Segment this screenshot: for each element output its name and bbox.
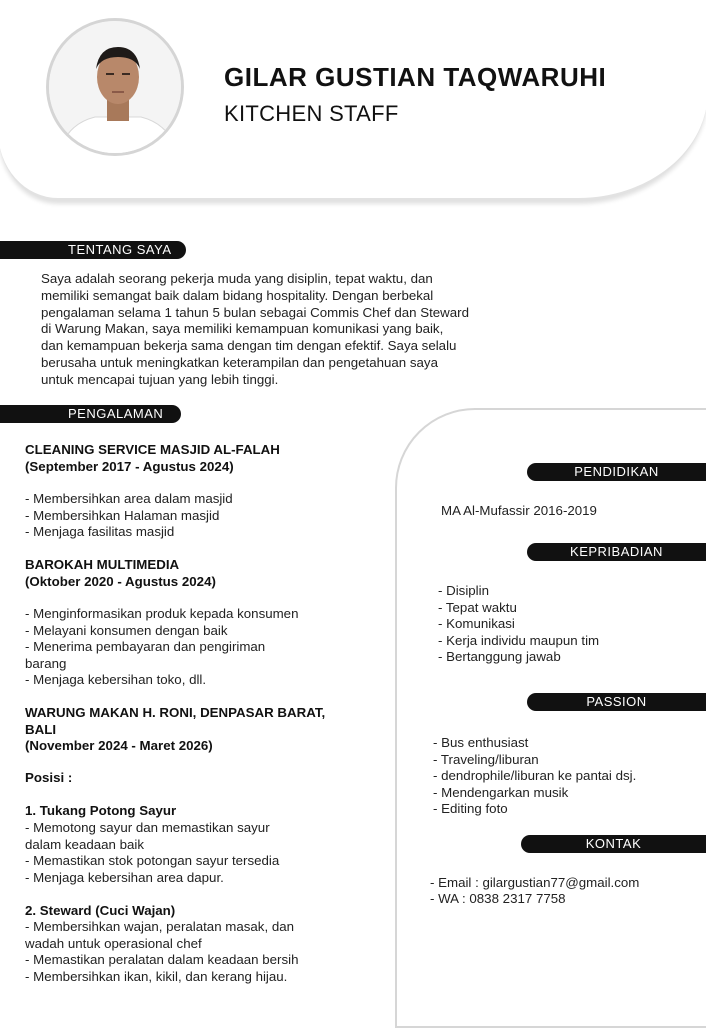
list-item: - Menjaga fasilitas masjid — [25, 524, 175, 540]
job3-company-line2: BALI — [25, 722, 57, 737]
list-item: - Mendengarkan musik — [433, 784, 569, 800]
list-item: - Memotong sayur dan memastikan sayur — [25, 820, 270, 835]
list-item: - Komunikasi — [438, 616, 515, 632]
job3-period: (November 2024 - Maret 2026) — [25, 738, 213, 753]
job1-company: CLEANING SERVICE MASJID AL-FALAH — [25, 442, 280, 457]
job3-company: WARUNG MAKAN H. RONI, DENPASAR BARAT, — [25, 705, 326, 720]
list-item: - Membersihkan ikan, kikil, dan kerang hijau. — [25, 968, 288, 984]
about-line: untuk mencapai tujuan yang lebih tinggi. — [41, 371, 279, 387]
list-item: - Bertanggung jawab — [438, 649, 561, 665]
personality-list — [438, 583, 599, 666]
list-item: dalam keadaan baik — [25, 836, 145, 852]
candidate-name: GILAR GUSTIAN TAQWARUHI — [224, 62, 607, 92]
list-item: - Tepat waktu — [438, 599, 517, 615]
about-line: pengalaman selama 1 tahun 5 bulan sebagai Commis Chef dan Steward — [41, 304, 469, 320]
education-section-header: PENDIDIKAN — [527, 463, 706, 481]
about-line: di Warung Makan, saya memiliki kemampuan komunikasi yang baik, — [41, 321, 444, 337]
list-item: - Membersihkan Halaman masjid — [25, 507, 220, 523]
about-line: dan kemampuan bekerja sama dengan tim dengan efektif. Saya selalu — [41, 338, 457, 354]
job2-company: BAROKAH MULTIMEDIA — [25, 557, 180, 572]
job3-position1-title: 1. Tukang Potong Sayur — [25, 803, 177, 818]
job1-tasks — [25, 491, 233, 541]
list-item: - Menerima pembayaran dan pengiriman — [25, 639, 266, 655]
profile-photo — [46, 18, 184, 156]
personality-section-header: KEPRIBADIAN — [527, 543, 706, 561]
job3-position-label: Posisi : — [25, 770, 73, 785]
contact-phone: - WA : 0838 2317 7758 — [430, 891, 566, 906]
job2-period: (Oktober 2020 - Agustus 2024) — [25, 574, 216, 589]
list-item: - Melayani konsumen dengan baik — [25, 622, 228, 638]
list-item: - Memastikan peralatan dalam keadaan bersih — [25, 952, 299, 968]
passion-section-header: PASSION — [527, 693, 706, 711]
list-item: - Disiplin — [438, 583, 489, 598]
job3-position2-tasks — [25, 919, 298, 985]
job-title: KITCHEN STAFF — [224, 101, 399, 126]
list-item: - Editing foto — [433, 801, 508, 817]
list-item: - Traveling/liburan — [433, 751, 539, 767]
list-item: - Membersihkan area dalam masjid — [25, 491, 233, 506]
list-item: - Menjaga kebersihan toko, dll. — [25, 672, 207, 688]
passion-list — [433, 735, 636, 818]
about-section-header: TENTANG SAYA — [0, 241, 186, 259]
job1-period: (September 2017 - Agustus 2024) — [25, 459, 234, 474]
contact-email: - Email : gilargustian77@gmail.com — [430, 875, 640, 890]
job3-position2-title: 2. Steward (Cuci Wajan) — [25, 903, 176, 918]
experience-section-header: PENGALAMAN — [0, 405, 181, 423]
list-item: wadah untuk operasional chef — [25, 935, 202, 951]
list-item: - Bus enthusiast — [433, 735, 529, 750]
list-item: - dendrophile/liburan ke pantai dsj. — [433, 768, 637, 784]
list-item: - Kerja individu maupun tim — [438, 632, 600, 648]
education-entry: MA Al-Mufassir 2016-2019 — [441, 503, 597, 518]
list-item: - Memastikan stok potongan sayur tersedia — [25, 853, 280, 869]
list-item: - Menjaga kebersihan area dapur. — [25, 869, 224, 885]
about-line: memiliki semangat baik dalam bidang hospitality. Dengan berbekal — [41, 287, 434, 303]
list-item: barang — [25, 655, 67, 671]
contact-section-header: KONTAK — [521, 835, 706, 853]
about-line: berusaha untuk meningkatkan keterampilan dan pengetahuan saya — [41, 354, 438, 370]
list-item: - Membersihkan wajan, peralatan masak, dan — [25, 919, 295, 934]
about-paragraph — [41, 271, 541, 389]
right-sidebar-panel — [395, 408, 706, 1028]
about-line: Saya adalah seorang pekerja muda yang disiplin, tepat waktu, dan — [41, 271, 433, 286]
list-item: - Menginformasikan produk kepada konsumen — [25, 606, 299, 621]
job2-tasks — [25, 606, 298, 689]
job3-position1-tasks — [25, 820, 279, 886]
